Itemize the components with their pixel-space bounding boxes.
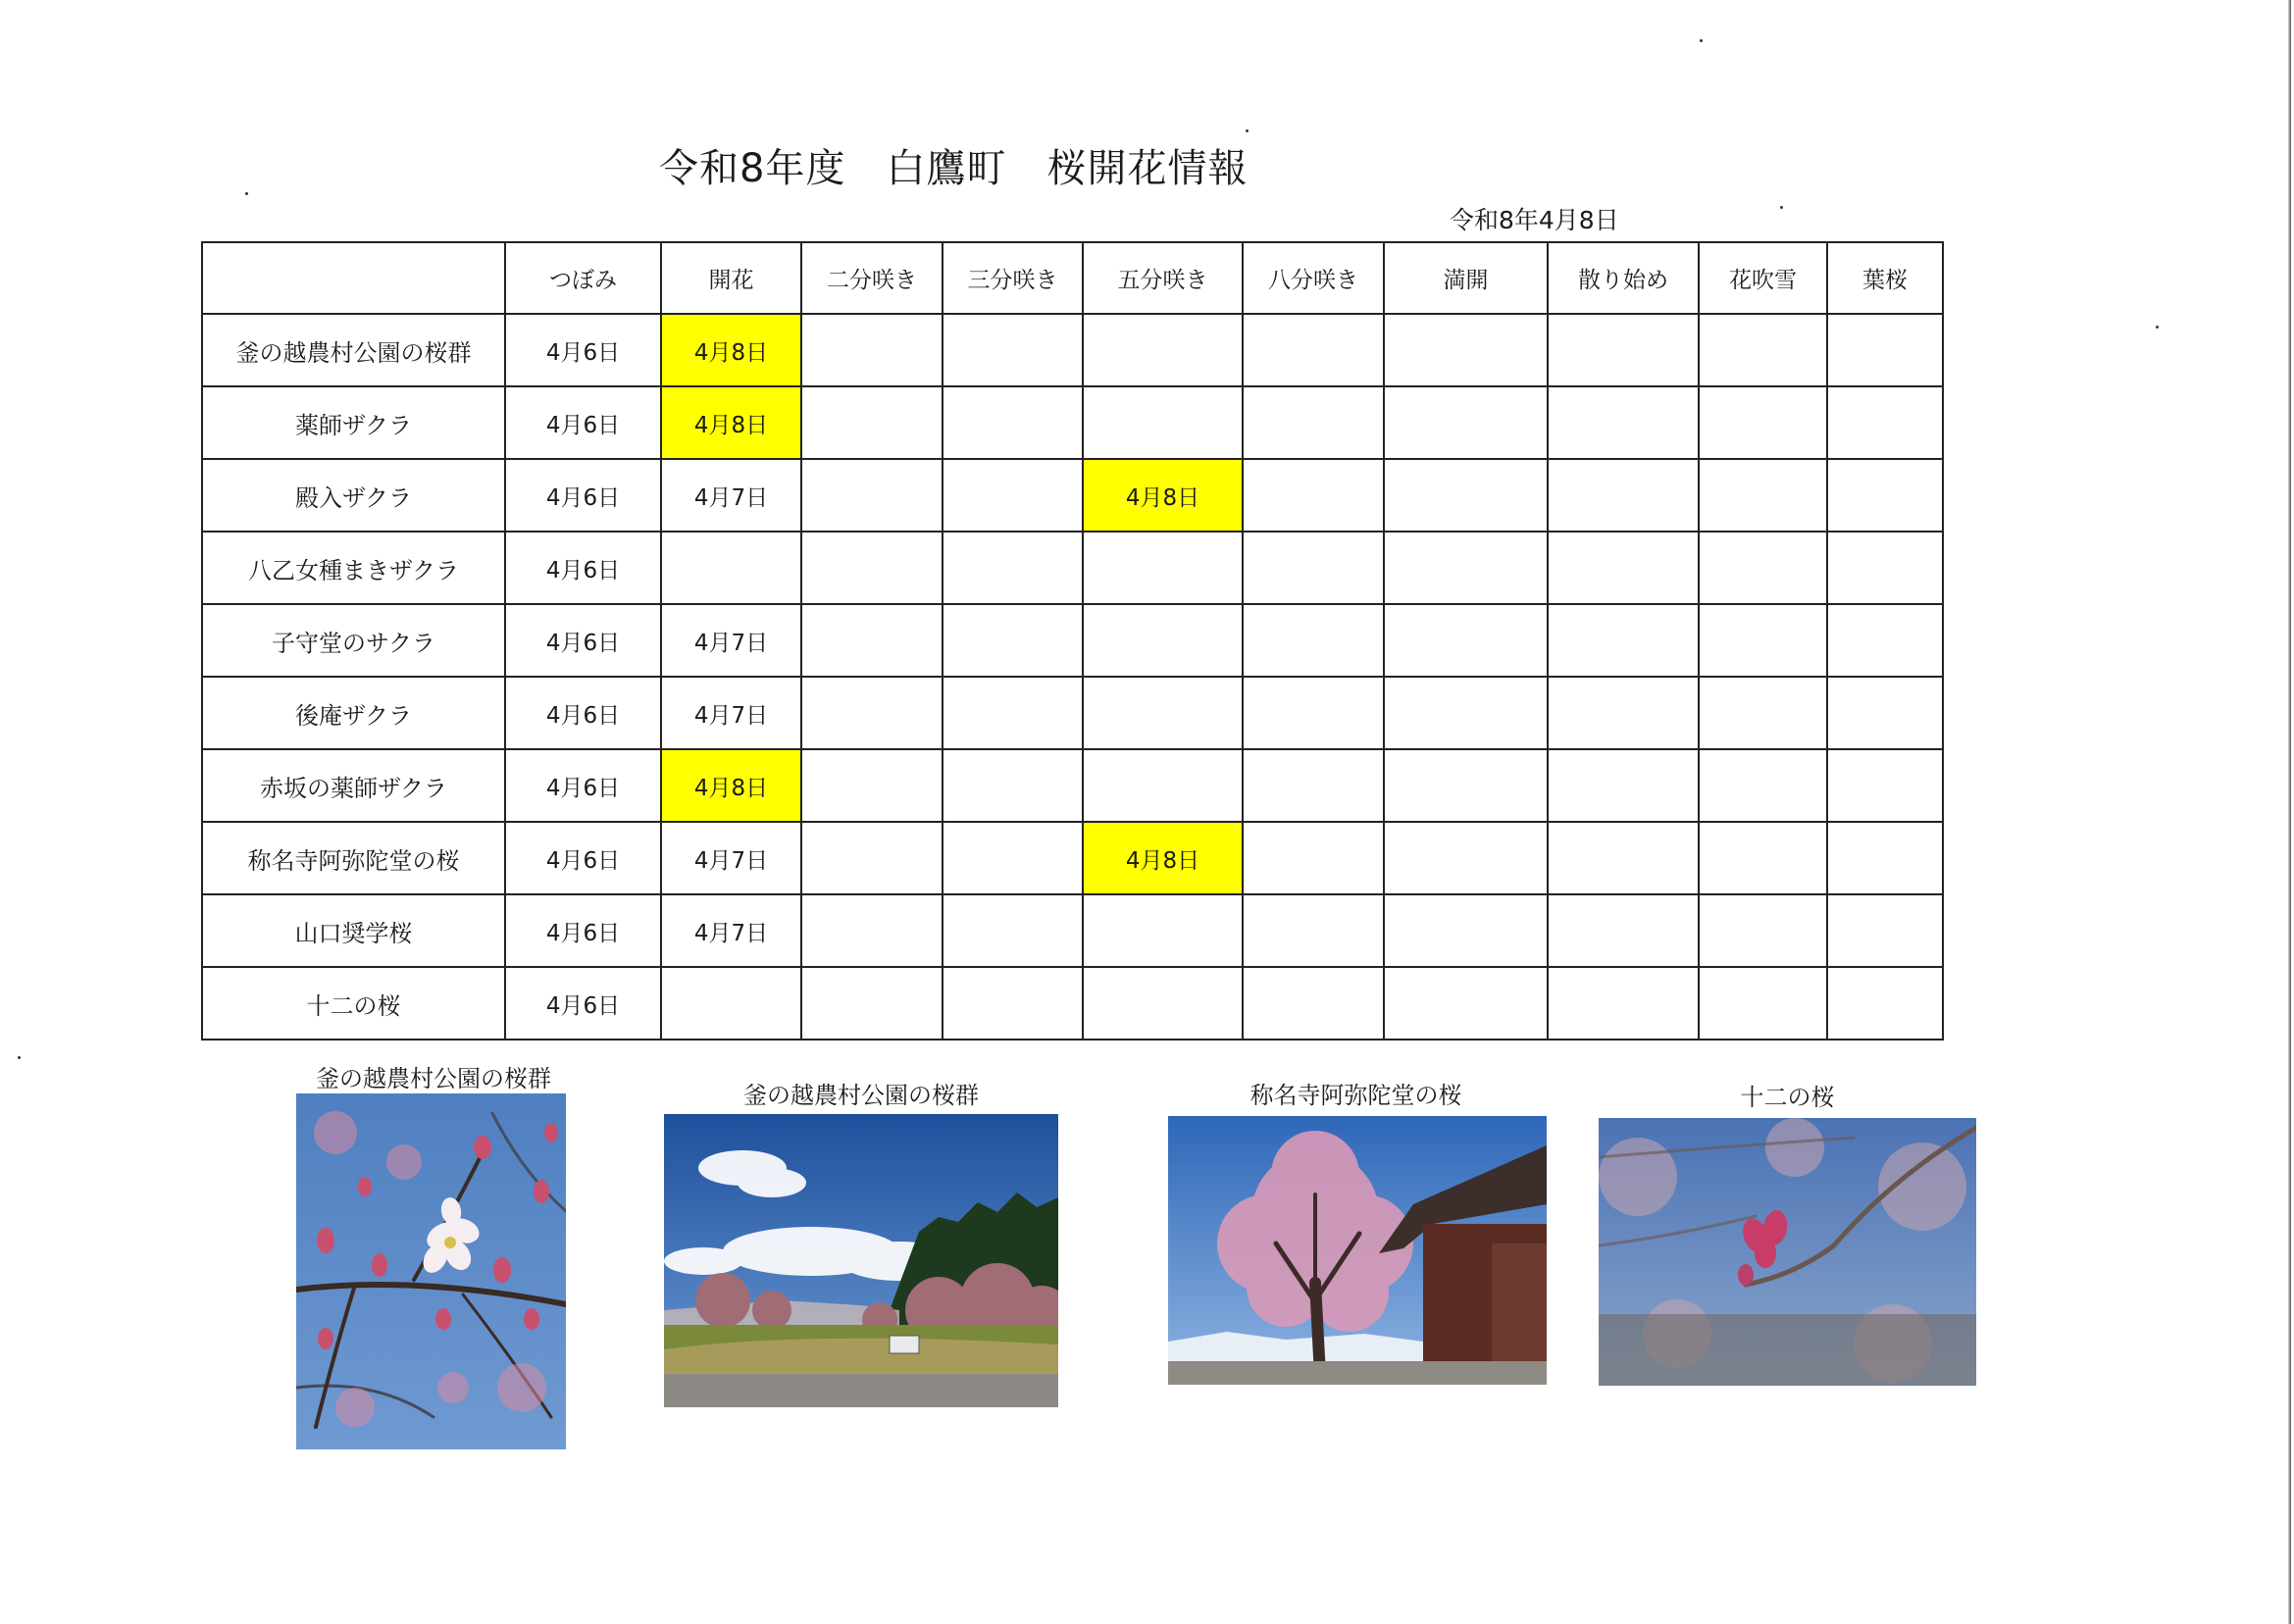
stage-date-cell [1083, 386, 1243, 459]
stage-date-cell: 4月7日 [661, 459, 801, 532]
stage-date-cell [1548, 386, 1699, 459]
stage-date-cell [1384, 677, 1548, 749]
stage-date-cell [1699, 604, 1827, 677]
bloom-status-table [201, 241, 1944, 1040]
tree-name-cell: 薬師ザクラ [202, 386, 505, 459]
stage-date-cell [801, 604, 943, 677]
stage-date-cell: 4月6日 [505, 532, 661, 604]
stage-date-cell [1827, 459, 1943, 532]
stage-date-cell [1548, 604, 1699, 677]
column-header: 二分咲き [801, 242, 943, 314]
stage-date-cell [1699, 459, 1827, 532]
stage-date-cell: 4月8日 [1083, 459, 1243, 532]
scan-speck [1780, 206, 1783, 209]
stage-date-cell: 4月6日 [505, 386, 661, 459]
stage-date-cell: 4月7日 [661, 894, 801, 967]
scan-speck [245, 192, 248, 195]
stage-date-cell [1827, 532, 1943, 604]
stage-date-cell [1083, 967, 1243, 1040]
stage-date-cell [1243, 894, 1384, 967]
stage-date-cell [801, 386, 943, 459]
stage-date-cell: 4月6日 [505, 822, 661, 894]
stage-date-cell [1699, 749, 1827, 822]
column-header [202, 242, 505, 314]
tree-name-cell: 称名寺阿弥陀堂の桜 [202, 822, 505, 894]
stage-date-cell [1083, 894, 1243, 967]
photo-caption: 十二の桜 [1740, 1084, 1835, 1111]
table-row [202, 967, 1943, 1040]
stage-date-cell [1548, 749, 1699, 822]
stage-date-cell: 4月6日 [505, 967, 661, 1040]
stage-date-cell [1699, 314, 1827, 386]
stage-date-cell [661, 967, 801, 1040]
stage-date-cell [1384, 967, 1548, 1040]
temple-cherry-tree-photo [1168, 1116, 1547, 1385]
column-header: 三分咲き [943, 242, 1083, 314]
stage-date-cell: 4月7日 [661, 604, 801, 677]
stage-date-cell [1083, 314, 1243, 386]
stage-date-cell [801, 314, 943, 386]
page-title: 令和8年度 白鷹町 桜開花情報 [659, 146, 1249, 191]
stage-date-cell: 4月8日 [1083, 822, 1243, 894]
stage-date-cell [1827, 749, 1943, 822]
table-row [202, 894, 1943, 967]
stage-date-cell [1699, 967, 1827, 1040]
table-row [202, 314, 1943, 386]
stage-date-cell [1548, 967, 1699, 1040]
column-header: 五分咲き [1083, 242, 1243, 314]
stage-date-cell [943, 532, 1083, 604]
stage-date-cell [1827, 894, 1943, 967]
stage-date-cell [1548, 894, 1699, 967]
table-row [202, 386, 1943, 459]
stage-date-cell [1083, 749, 1243, 822]
stage-date-cell [1243, 532, 1384, 604]
report-date: 令和8年4月8日 [1450, 206, 1619, 234]
stage-date-cell: 4月6日 [505, 749, 661, 822]
stage-date-cell: 4月8日 [661, 314, 801, 386]
tree-name-cell: 釜の越農村公園の桜群 [202, 314, 505, 386]
stage-date-cell [1699, 677, 1827, 749]
stage-date-cell [1699, 822, 1827, 894]
scan-speck [18, 1056, 21, 1059]
stage-date-cell [1827, 604, 1943, 677]
stage-date-cell [1384, 604, 1548, 677]
stage-date-cell: 4月7日 [661, 677, 801, 749]
stage-date-cell [1548, 532, 1699, 604]
column-header: 散り始め [1548, 242, 1699, 314]
column-header: 葉桜 [1827, 242, 1943, 314]
tree-name-cell: 赤坂の薬師ザクラ [202, 749, 505, 822]
stage-date-cell [1243, 677, 1384, 749]
column-header: 開花 [661, 242, 801, 314]
stage-date-cell [943, 314, 1083, 386]
scan-page-edge [2288, 0, 2291, 1624]
stage-date-cell [801, 532, 943, 604]
stage-date-cell [1548, 822, 1699, 894]
stage-date-cell [943, 677, 1083, 749]
column-header: 八分咲き [1243, 242, 1384, 314]
photo-caption: 釜の越農村公園の桜群 [316, 1065, 551, 1092]
stage-date-cell [1827, 822, 1943, 894]
stage-date-cell [1243, 386, 1384, 459]
stage-date-cell [943, 749, 1083, 822]
park-cherry-trees-photo [664, 1114, 1058, 1407]
tree-name-cell: 殿入ザクラ [202, 459, 505, 532]
stage-date-cell [1384, 749, 1548, 822]
column-header: 花吹雪 [1699, 242, 1827, 314]
stage-date-cell [1243, 459, 1384, 532]
table-row [202, 822, 1943, 894]
stage-date-cell: 4月6日 [505, 894, 661, 967]
stage-date-cell [1384, 894, 1548, 967]
stage-date-cell [1083, 604, 1243, 677]
stage-date-cell [661, 532, 801, 604]
stage-date-cell [1384, 459, 1548, 532]
stage-date-cell: 4月7日 [661, 822, 801, 894]
stage-date-cell [1243, 314, 1384, 386]
table-row [202, 677, 1943, 749]
stage-date-cell [1243, 822, 1384, 894]
photo-caption: 称名寺阿弥陀堂の桜 [1249, 1082, 1462, 1109]
stage-date-cell [943, 604, 1083, 677]
tree-name-cell: 山口奨学桜 [202, 894, 505, 967]
stage-date-cell [801, 459, 943, 532]
stage-date-cell [1384, 532, 1548, 604]
tree-name-cell: 後庵ザクラ [202, 677, 505, 749]
stage-date-cell [1699, 894, 1827, 967]
stage-date-cell [943, 386, 1083, 459]
stage-date-cell [1827, 386, 1943, 459]
column-header: つぼみ [505, 242, 661, 314]
tree-name-cell: 十二の桜 [202, 967, 505, 1040]
column-header: 満開 [1384, 242, 1548, 314]
stage-date-cell [1827, 967, 1943, 1040]
stage-date-cell [801, 822, 943, 894]
photo-caption: 釜の越農村公園の桜群 [743, 1082, 979, 1109]
stage-date-cell [943, 822, 1083, 894]
stage-date-cell: 4月6日 [505, 314, 661, 386]
stage-date-cell [1083, 677, 1243, 749]
table-row [202, 459, 1943, 532]
stage-date-cell: 4月6日 [505, 604, 661, 677]
stage-date-cell [1384, 386, 1548, 459]
stage-date-cell [801, 967, 943, 1040]
stage-date-cell [1243, 967, 1384, 1040]
table-row [202, 749, 1943, 822]
stage-date-cell [801, 749, 943, 822]
table-row [202, 604, 1943, 677]
stage-date-cell [943, 459, 1083, 532]
stage-date-cell [1827, 677, 1943, 749]
stage-date-cell: 4月6日 [505, 677, 661, 749]
stage-date-cell [943, 967, 1083, 1040]
stage-date-cell: 4月8日 [661, 386, 801, 459]
scan-speck [1700, 39, 1703, 42]
stage-date-cell [1384, 314, 1548, 386]
tree-name-cell: 子守堂のサクラ [202, 604, 505, 677]
stage-date-cell [1699, 386, 1827, 459]
stage-date-cell [1827, 314, 1943, 386]
scan-speck [1246, 129, 1249, 132]
cherry-bud-closeup-photo [1599, 1118, 1976, 1386]
cherry-blossom-closeup-photo [296, 1093, 566, 1449]
stage-date-cell: 4月6日 [505, 459, 661, 532]
stage-date-cell [943, 894, 1083, 967]
stage-date-cell [1548, 459, 1699, 532]
tree-name-cell: 八乙女種まきザクラ [202, 532, 505, 604]
stage-date-cell [1243, 604, 1384, 677]
stage-date-cell: 4月8日 [661, 749, 801, 822]
stage-date-cell [1548, 677, 1699, 749]
stage-date-cell [1243, 749, 1384, 822]
table-row [202, 532, 1943, 604]
stage-date-cell [1083, 532, 1243, 604]
stage-date-cell [801, 894, 943, 967]
stage-date-cell [1548, 314, 1699, 386]
stage-date-cell [1384, 822, 1548, 894]
stage-date-cell [801, 677, 943, 749]
table-header-row [202, 242, 1943, 314]
stage-date-cell [1699, 532, 1827, 604]
scan-speck [2156, 326, 2159, 329]
